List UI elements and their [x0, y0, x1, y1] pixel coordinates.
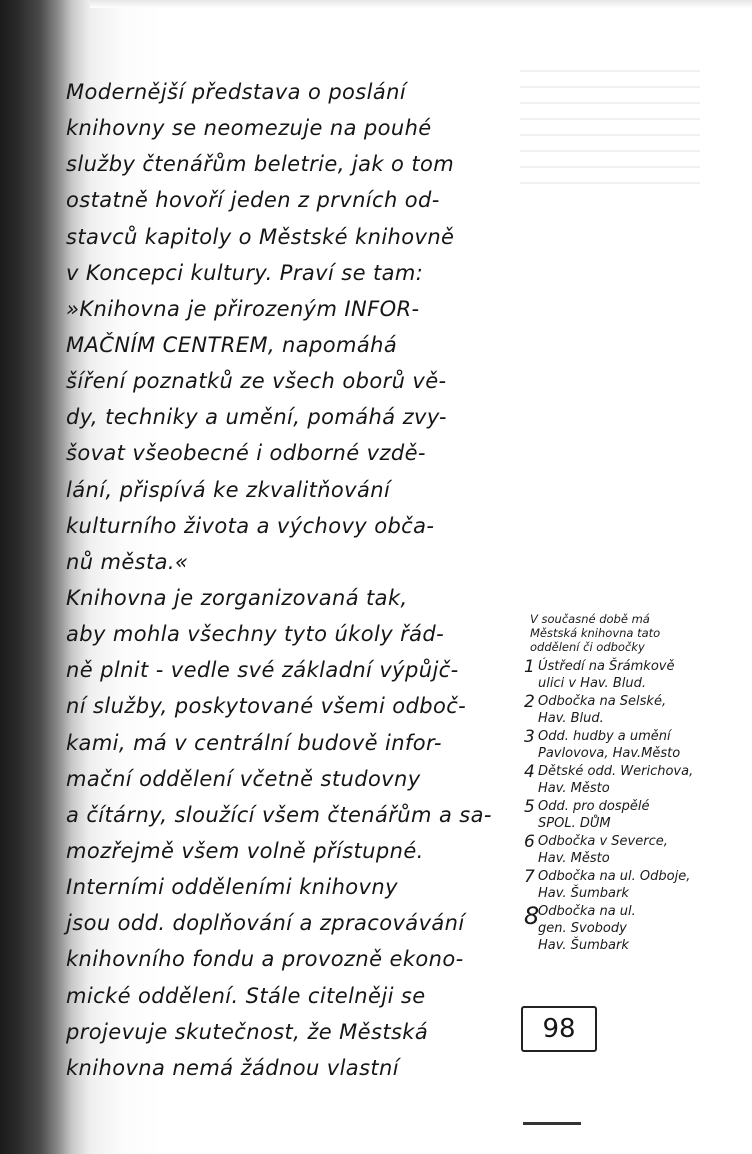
text-line: v Koncepci kultury. Praví se tam:	[66, 260, 424, 285]
branch-text	[538, 903, 636, 954]
main-handwritten-text	[66, 74, 540, 1086]
branch-number: 5	[524, 797, 535, 817]
text-line: stavců kapitoly o Městské knihovně	[66, 224, 455, 249]
branch-number: 3	[524, 727, 535, 747]
branch-line: ulici v Hav. Blud.	[538, 676, 646, 691]
branch-line: Hav. Šumbark	[538, 886, 629, 901]
text-line: knihovny se neomezuje na pouhé	[66, 116, 432, 141]
bleed-through-text	[520, 70, 700, 190]
page-number: 98	[521, 1006, 597, 1052]
text-line: projevuje skutečnost, že Městská	[66, 1019, 429, 1044]
text-line: lání, přispívá ke zkvalitňování	[66, 477, 391, 502]
text-line: mické oddělení. Stále citelněji se	[66, 983, 426, 1008]
branch-line: gen. Svobody	[538, 921, 627, 936]
side-note	[524, 612, 746, 954]
branch-number: 7	[524, 867, 535, 887]
branch-item	[524, 903, 746, 954]
text-line: služby čtenářům beletrie, jak o tom	[66, 152, 455, 177]
branch-text	[538, 658, 674, 692]
text-line: MAČNÍM CENTREM, napomáhá	[66, 332, 398, 357]
branch-line: Odbočka na ul.	[538, 904, 636, 919]
text-line: mozřejmě všem volně přístupné.	[66, 838, 424, 863]
text-line: dy, techniky a umění, pomáhá zvy-	[66, 405, 447, 430]
text-line: jsou odd. doplňování a zpracovávání	[66, 911, 465, 936]
side-note-heading	[530, 612, 746, 654]
branch-number: 4	[524, 762, 535, 782]
branch-item	[524, 658, 746, 692]
branch-line: Hav. Město	[538, 781, 610, 796]
text-line: mační oddělení včetně studovny	[66, 766, 421, 791]
branch-text	[538, 833, 668, 867]
branch-line: Odd. hudby a umění	[538, 729, 671, 744]
branch-item	[524, 798, 746, 832]
branch-number: 2	[524, 692, 535, 712]
side-note-heading-line: oddělení či odbočky	[530, 640, 645, 654]
branch-number: 8	[524, 902, 540, 930]
text-line: kami, má v centrální budově infor-	[66, 730, 442, 755]
branch-line: SPOL. DŮM	[538, 816, 611, 831]
text-line: šíření poznatků ze všech oborů vě-	[66, 369, 447, 394]
text-line: šovat všeobecné i odborné vzdě-	[66, 441, 426, 466]
branch-line: Odbočka na Selské,	[538, 694, 667, 709]
branch-number: 6	[524, 832, 535, 852]
text-line: »Knihovna je přirozeným INFOR-	[66, 296, 420, 321]
text-line: nů města.«	[66, 549, 189, 574]
branch-item	[524, 833, 746, 867]
text-line: knihovního fondu a provozně ekono-	[66, 947, 464, 972]
branch-list	[524, 658, 746, 954]
branch-text	[538, 728, 680, 762]
text-line: Modernější představa o poslání	[66, 80, 407, 104]
bottom-dash	[523, 1122, 581, 1125]
branch-line: Hav. Město	[538, 851, 610, 866]
branch-line: Hav. Šumbark	[538, 938, 629, 953]
text-line: knihovna nemá žádnou vlastní	[66, 1055, 399, 1080]
text-line: ostatně hovoří jeden z prvních od-	[66, 188, 440, 213]
branch-line: Dětské odd. Werichova,	[538, 764, 694, 779]
branch-text	[538, 868, 690, 902]
branch-line: Odbočka na ul. Odboje,	[538, 869, 691, 884]
text-line: kulturního života a výchovy obča-	[66, 513, 435, 538]
branch-item	[524, 868, 746, 902]
side-note-heading-line: Městská knihovna tato	[530, 626, 661, 640]
text-line: Interními odděleními knihovny	[66, 875, 398, 900]
branch-line: Odd. pro dospělé	[538, 799, 650, 814]
branch-item	[524, 693, 746, 727]
branch-line: Hav. Blud.	[538, 711, 604, 726]
text-line: aby mohla všechny tyto úkoly řád-	[66, 622, 445, 647]
branch-item	[524, 728, 746, 762]
side-note-heading-line: V současné době má	[530, 612, 650, 626]
branch-line: Odbočka v Severce,	[538, 834, 668, 849]
text-line: Knihovna je zorganizovaná tak,	[66, 585, 408, 610]
text-line: ně plnit - vedle své základní výpůjč-	[66, 658, 459, 683]
page-top-edge	[90, 0, 752, 8]
branch-text	[538, 763, 693, 797]
branch-item	[524, 763, 746, 797]
branch-line: Pavlovova, Hav.Město	[538, 746, 681, 761]
text-line: a čítárny, sloužící všem čtenářům a sa-	[66, 802, 492, 827]
branch-number: 1	[524, 657, 535, 677]
text-line: ní služby, poskytované všemi odboč-	[66, 694, 467, 719]
branch-line: Ústředí na Šrámkově	[538, 659, 675, 674]
branch-text	[538, 798, 650, 832]
branch-text	[538, 693, 666, 727]
